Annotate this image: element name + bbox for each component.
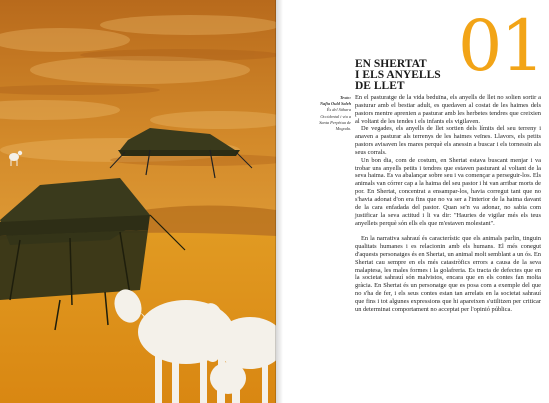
paragraph: De vegades, els anyells de llet sortien dels límits del seu terreny i anaven a pasturar als terrenys de les haimes veïnes. Llavors, els petits pastors avisaven les mares perquè els anessin a buscar i els tornessin als seus corrals. [355,125,541,156]
caption-line: Mogoda. [335,126,351,132]
chapter-title-line: I ELS ANYELLS [355,69,441,81]
page-gutter [275,0,283,403]
chapter-title [355,59,475,92]
chapter-number: 01 [457,5,543,87]
author-caption [299,95,351,132]
caption-label: Texto: [339,95,351,100]
caption-author: Nafia Ould Saleh [319,101,351,107]
paragraph: En la narrativa sahrauí és característic que els animals parlin, tinguin qualitats humanes i es relacionin amb els humans. El més conegut d'aquests personatges és en Shertat, un animal molt semblant a un ós. En Shertat cau sempre en els més catastròfics errors a causa de la seva malaptesa, les males formes i la golafreria. Es tracta de defectes que en la societat sahrauí són malvistos, encara que en els contes fan molta gràcia. En Shertat és un personatge que es posa com a exemple del que no s'ha de fer, i els seus contes estan tan arrelats en la societat sahrauí que fins i tot algunes expressions que hi apareixen s'utilitzen per criticar un determinat comportament no acceptat per l'opinió pública. [355,235,541,313]
story-body [355,94,541,314]
caption-line: Santa Perpètua de [319,119,351,125]
paragraph: Un bon dia, com de costum, en Shertat estava buscant menjar i va trobar uns anyells petits i tendres que estaven pasturant al voltant de la seva haima. Es va abalançar sobre seu i va començar a perseguir-los. Els animals van córrer cap a la haima del seu pastor i hi van arribar morts de por. En Shertat, concentrat a ensampar-los, havia corregut tant que no s'havia adonat d'on era fins que no va ser a l'interior de la haima davant de la cara enfadada del pastor. Quan se'n va adonar, no sabia com justificar la seva actitud i li va dir: "Hauries de vigilar més els teus anyellets perquè són ells els que m'estaven molestant". [355,156,541,227]
caption-line: Ès del Sàhara [326,107,351,113]
paragraph: En el pasturatge de la vida beduïna, els anyells de llet no solien sortir a pasturar amb el bestiar adult, es quedaven al costat de les haimes dels pastors mentre aprenien a pasturar amb les herbetes tendres que creixien al voltant de les tendes i els infants els vigilaven. [355,94,541,125]
chapter-title-line: EN SHERTAT [355,58,427,70]
caption-line: Occidental i viu a [320,113,351,119]
chapter-title-line: DE LLET [355,80,405,92]
